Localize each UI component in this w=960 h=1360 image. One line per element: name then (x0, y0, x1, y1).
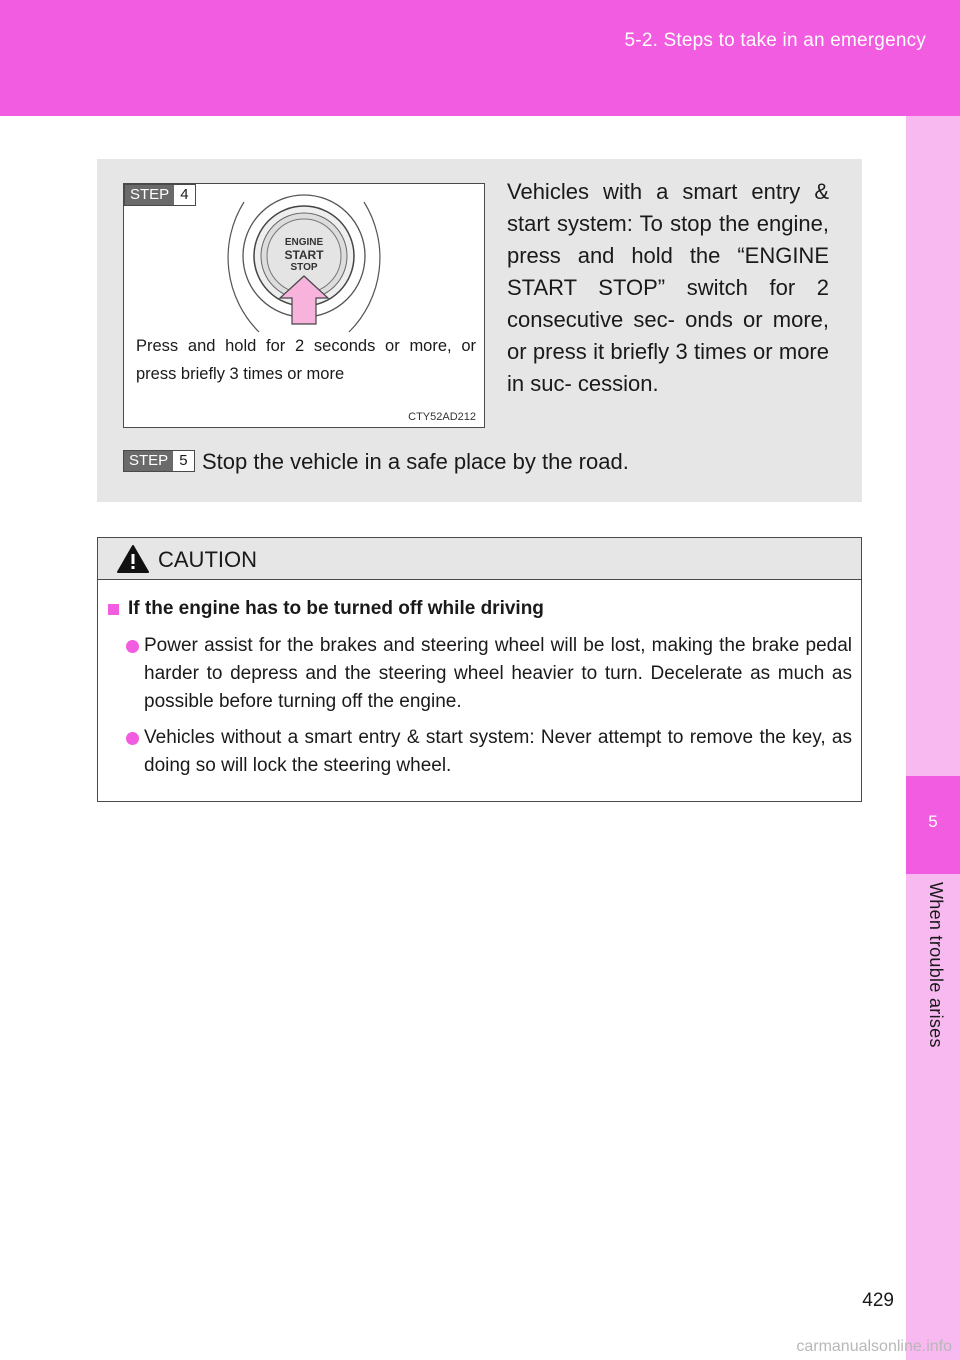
chapter-label: When trouble arises (926, 882, 946, 1048)
caution-item (124, 724, 852, 780)
header-band (0, 0, 960, 116)
step-5-badge (123, 450, 195, 472)
caution-item (124, 632, 852, 716)
caution-box (97, 537, 862, 802)
button-line-stop: STOP (290, 262, 318, 273)
step-badge-number: 5 (173, 451, 193, 471)
caution-heading (108, 598, 544, 620)
figure-caption: Press and hold for 2 seconds or more, or press briefly 3 times or more (136, 337, 476, 383)
button-line-engine: ENGINE (284, 237, 324, 248)
square-bullet-icon (108, 604, 119, 615)
button-line-start: START (284, 248, 324, 262)
engine-button-figure (123, 183, 485, 428)
step-badge-label: STEP (125, 185, 174, 205)
warning-triangle-icon (116, 543, 150, 575)
watermark: carmanualsonline.info (796, 1338, 952, 1355)
page-number: 429 (862, 1290, 894, 1311)
dot-bullet-icon (126, 732, 139, 745)
chapter-side-tab (906, 116, 960, 1360)
section-title: 5-2. Steps to take in an emergency (624, 30, 926, 51)
caution-title: CAUTION (158, 547, 257, 572)
dot-bullet-icon (126, 640, 139, 653)
chapter-number: 5 (928, 812, 938, 831)
step-4-text: Vehicles with a smart entry & start system: To stop the engine, press and hold the “ENGINE START STOP” switch for 2 consecutive sec- onds or more, or press it briefly 3 times or more in suc- cession. (507, 179, 829, 396)
figure-code: CTY52AD212 (408, 411, 476, 423)
caution-header (98, 538, 861, 580)
caution-item-text: Power assist for the brakes and steering wheel will be lost, making the brake pedal harder to depress and the steering wheel heavier to turn. Decelerate as much as possible before turning off the engine. (144, 635, 852, 712)
caution-item-text: Vehicles without a smart entry & start system: Never attempt to remove the key, as doing so will lock the steering wheel. (144, 727, 852, 776)
engine-start-stop-illustration (124, 184, 485, 428)
caution-heading-text: If the engine has to be turned off while driving (128, 598, 544, 619)
step-5-text: Stop the vehicle in a safe place by the road. (202, 449, 629, 474)
step-badge-label: STEP (124, 451, 173, 471)
step-badge-number: 4 (174, 185, 194, 205)
